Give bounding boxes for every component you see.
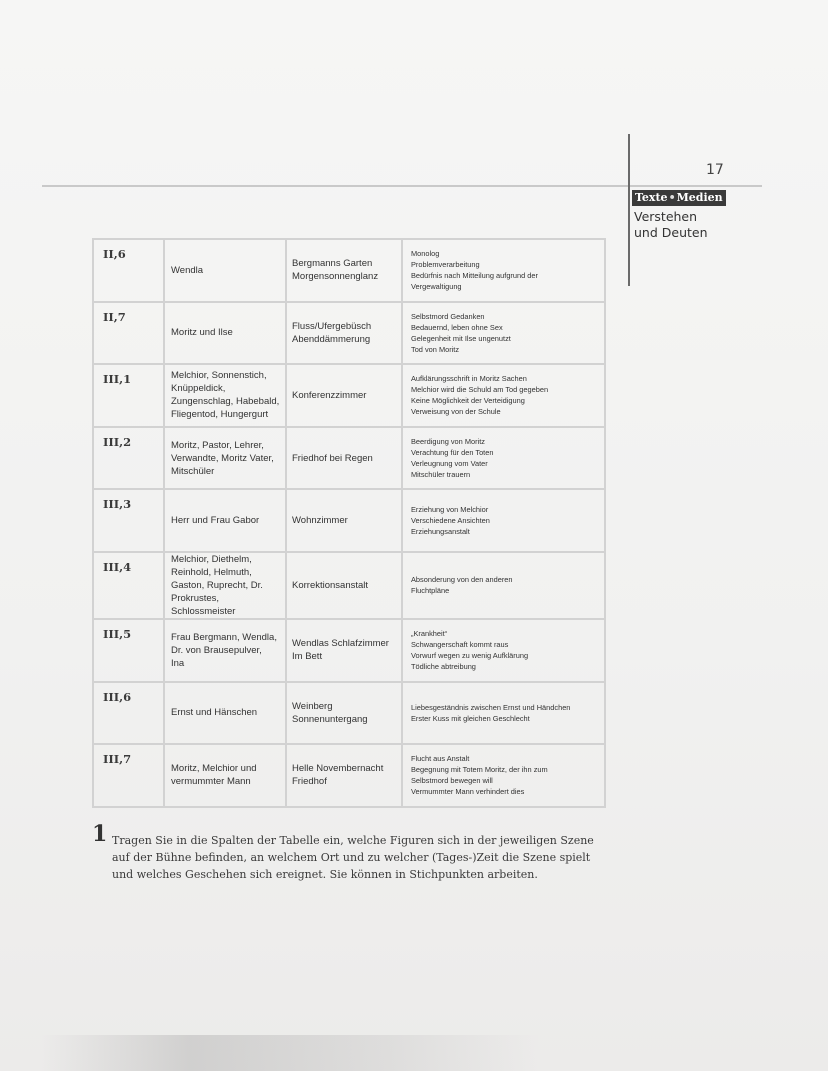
scene-table-body xyxy=(93,239,605,807)
events-line: Verachtung für den Toten xyxy=(411,448,494,458)
place-cell: Wohnzimmer xyxy=(286,489,402,552)
events-line: „Krankheit“ xyxy=(411,629,448,639)
events-line: Erziehung von Melchior xyxy=(411,505,489,515)
task-text: Tragen Sie in die Spalten der Tabelle ein, welche Figuren sich in der jeweiligen Szene auf der Bühne befinden, an welchem Ort und zu welcher (Tages-)Zeit die Szene spielt und welches Geschehen sich ereignet. Sie können in Stichpunkten arbeiten. xyxy=(112,834,594,881)
figures-cell: Herr und Frau Gabor xyxy=(164,489,286,552)
events-line: Vermummter Mann verhindert dies xyxy=(411,787,525,797)
events-line: Vergewaltigung xyxy=(411,282,462,292)
events-line: Begegnung mit Totem Moritz, der ihn zum xyxy=(411,765,548,775)
figures-cell: Melchior, Diethelm, Reinhold, Helmuth, Gaston, Ruprecht, Dr. Prokrustes, Schlossmeister xyxy=(164,552,286,619)
figures-cell: Moritz, Melchior und vermummter Mann xyxy=(164,744,286,807)
figures-cell: Frau Bergmann, Wendla, Dr. von Brausepulver, Ina xyxy=(164,619,286,682)
events-line: Flucht aus Anstalt xyxy=(411,754,470,764)
events-line: Problemverarbeitung xyxy=(411,260,480,270)
table-row xyxy=(93,619,605,682)
place-cell: Bergmanns Garten Morgensonnenglanz xyxy=(286,239,402,302)
table-row xyxy=(93,682,605,745)
events-cell xyxy=(402,364,605,427)
events-line: Bedürfnis nach Mitteilung aufgrund der xyxy=(411,271,538,281)
scene-cell: III,4 xyxy=(93,552,164,619)
events-line: Tödliche abtreibung xyxy=(411,662,476,672)
events-line: Tod von Moritz xyxy=(411,344,460,354)
scan-shadow xyxy=(40,1035,540,1071)
events-cell xyxy=(402,619,605,682)
margin-rule xyxy=(628,134,630,286)
events-line: Melchior wird die Schuld am Tod gegeben xyxy=(411,385,549,395)
figures-cell: Moritz, Pastor, Lehrer, Verwandte, Moritz Vater, Mitschüler xyxy=(164,427,286,490)
events-line: Vorwurf wegen zu wenig Aufklärung xyxy=(411,651,529,661)
table-row xyxy=(93,302,605,365)
events-line: Liebesgeständnis zwischen Ernst und Händchen xyxy=(411,702,571,712)
task-number: 1 xyxy=(92,821,108,847)
scene-cell: II,6 xyxy=(93,239,164,302)
scene-table xyxy=(92,238,606,808)
events-cell xyxy=(402,489,605,552)
events-cell xyxy=(402,552,605,619)
scene-cell: III,7 xyxy=(93,744,164,807)
events-cell xyxy=(402,239,605,302)
scene-cell: III,2 xyxy=(93,427,164,490)
table-row xyxy=(93,552,605,619)
brand-left: Texte xyxy=(635,191,668,204)
brand-label xyxy=(632,190,726,206)
figures-cell: Wendla xyxy=(164,239,286,302)
place-cell: Wendlas Schlafzimmer Im Bett xyxy=(286,619,402,682)
events-line: Erziehungsanstalt xyxy=(411,527,470,537)
scene-cell: III,3 xyxy=(93,489,164,552)
brand-separator: • xyxy=(668,191,676,204)
figures-cell: Melchior, Sonnenstich, Knüppeldick, Zungenschlag, Habebald, Fliegentod, Hungergurt xyxy=(164,364,286,427)
table-row xyxy=(93,239,605,302)
events-line: Monolog xyxy=(411,249,440,259)
events-line: Verleugnung vom Vater xyxy=(411,459,488,469)
events-cell xyxy=(402,302,605,365)
events-line: Mitschüler trauern xyxy=(411,470,471,480)
table-row xyxy=(93,744,605,807)
section-title-line-2: und Deuten xyxy=(634,225,708,240)
events-line: Erster Kuss mit gleichen Geschlecht xyxy=(411,713,530,723)
events-line: Verschiedene Ansichten xyxy=(411,516,490,526)
place-cell: Korrektionsanstalt xyxy=(286,552,402,619)
events-cell xyxy=(402,427,605,490)
events-line: Verweisung von der Schule xyxy=(411,407,501,417)
figures-cell: Ernst und Hänschen xyxy=(164,682,286,745)
place-cell: Konferenzzimmer xyxy=(286,364,402,427)
scene-cell: III,6 xyxy=(93,682,164,745)
table-row xyxy=(93,489,605,552)
events-line: Schwangerschaft kommt raus xyxy=(411,640,509,650)
section-title-line-1: Verstehen xyxy=(634,209,698,224)
events-line: Selbstmord Gedanken xyxy=(411,311,485,321)
table-row xyxy=(93,364,605,427)
scene-cell: II,7 xyxy=(93,302,164,365)
events-line: Gelegenheit mit Ilse ungenutzt xyxy=(411,333,511,343)
place-cell: Friedhof bei Regen xyxy=(286,427,402,490)
events-line: Beerdigung von Moritz xyxy=(411,437,485,447)
events-line: Bedauernd, leben ohne Sex xyxy=(411,322,503,332)
events-line: Aufklärungsschrift in Moritz Sachen xyxy=(411,374,527,384)
page-number: 17 xyxy=(706,162,724,178)
scene-cell: III,1 xyxy=(93,364,164,427)
events-cell xyxy=(402,682,605,745)
scene-cell: III,5 xyxy=(93,619,164,682)
figures-cell: Moritz und Ilse xyxy=(164,302,286,365)
place-cell: Helle Novembernacht Friedhof xyxy=(286,744,402,807)
table-row xyxy=(93,427,605,490)
place-cell: Fluss/Ufergebüsch Abenddämmerung xyxy=(286,302,402,365)
section-title xyxy=(634,209,708,241)
events-line: Selbstmord bewegen will xyxy=(411,776,493,786)
brand-right: Medien xyxy=(676,191,723,204)
events-cell xyxy=(402,744,605,807)
events-line: Keine Möglichkeit der Verteidigung xyxy=(411,396,525,406)
events-line: Absonderung von den anderen xyxy=(411,575,513,585)
place-cell: Weinberg Sonnenuntergang xyxy=(286,682,402,745)
task-block xyxy=(92,821,612,883)
header-rule xyxy=(42,185,762,187)
events-line: Fluchtpläne xyxy=(411,586,450,596)
